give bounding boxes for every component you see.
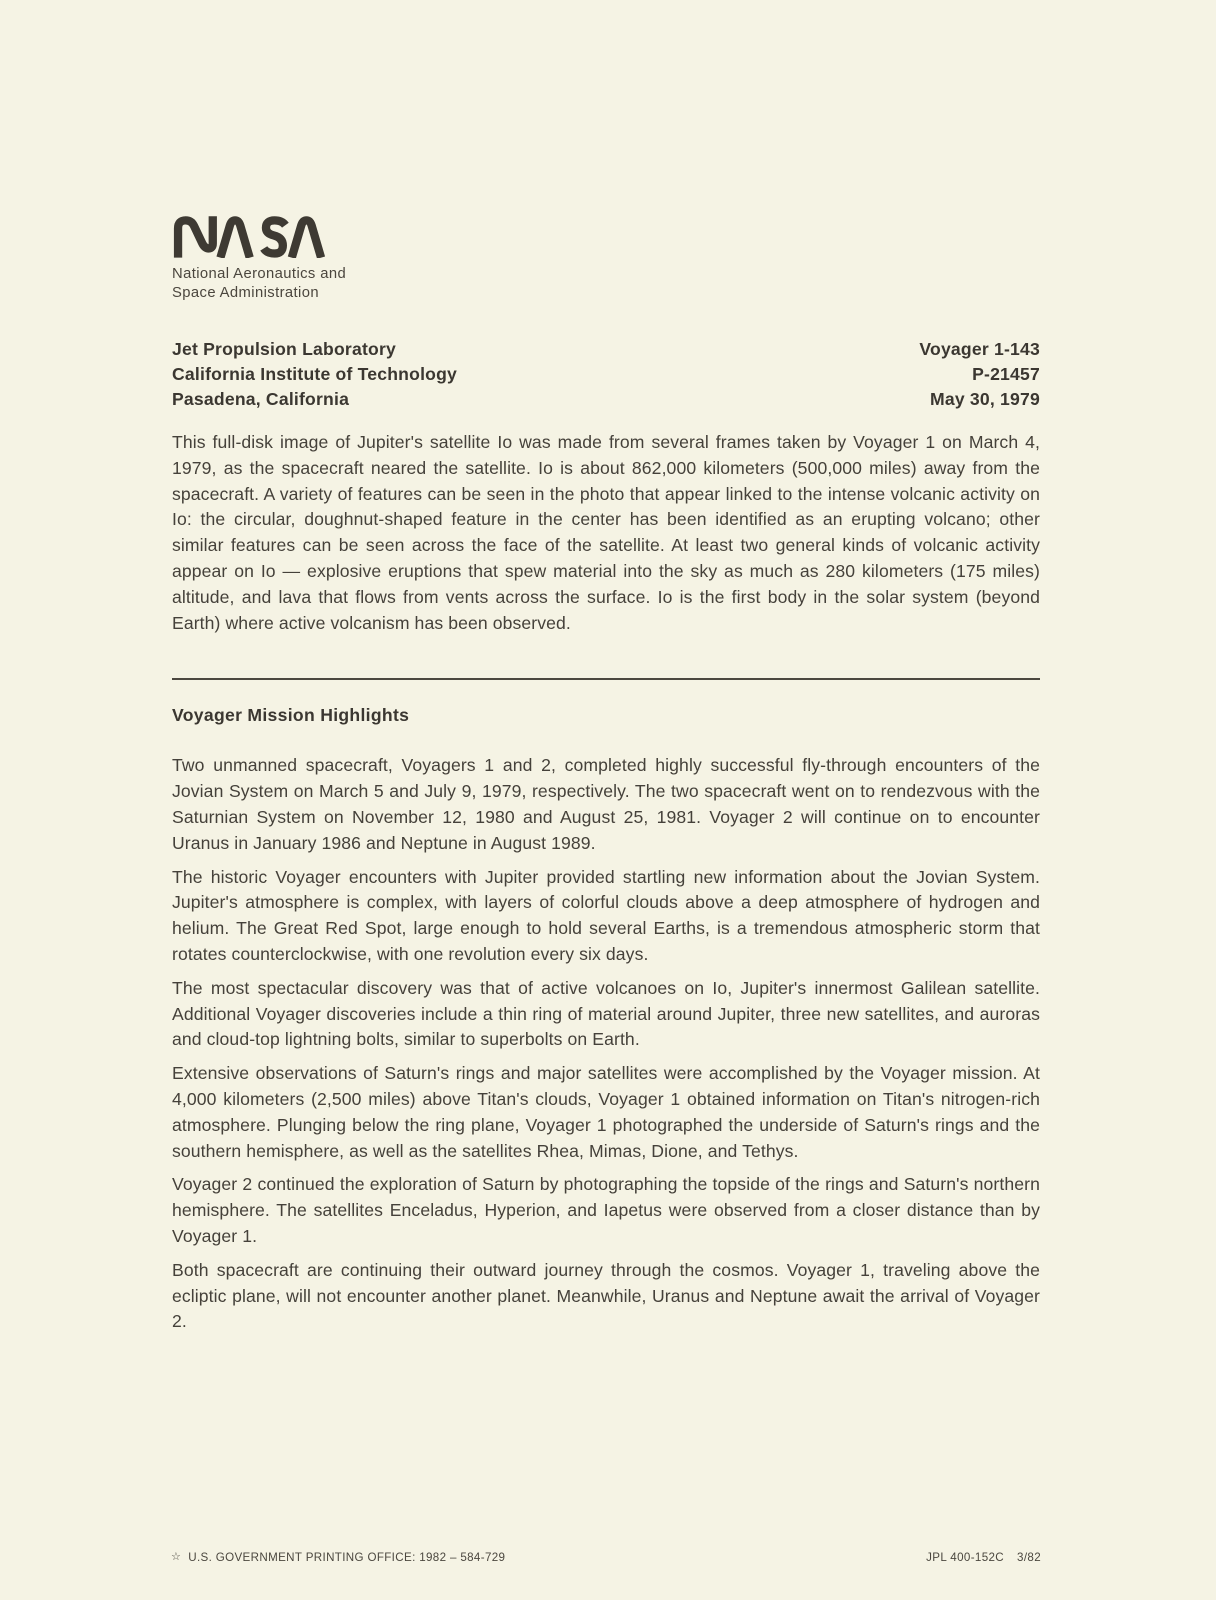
issuer-line-2: California Institute of Technology <box>172 364 458 384</box>
paragraph-saturn-voyager2: Voyager 2 continued the exploration of Saturn by photographing the topside of the rings and Saturn's northern hemisphere. The satellites Enceladus, Hyperion, and Iapetus were observed from a closer distance than by Voyager 1. <box>172 1174 1040 1246</box>
paragraph-io-discovery: The most spectacular discovery was that of active volcanoes on Io, Jupiter's innermost Galilean satellite. Additional Voyager discoveries include a thin ring of material around Jupiter, three new satellites, and auroras and cloud-top lightning bolts, similar to superbolts on Earth. <box>172 977 1040 1050</box>
form-number: JPL 400-152C <box>926 1551 1005 1564</box>
divider-rule <box>172 678 1040 680</box>
nasa-worm-logo <box>172 214 330 258</box>
photo-number: P-21457 <box>972 364 1040 384</box>
agency-line-2: Space Administration <box>172 284 320 301</box>
paragraph-outward-journey: Both spacecraft are continuing their outward journey through the cosmos. Voyager 1, traveling above the ecliptic plane, will not encounter another planet. Meanwhile, Uranus and Neptune await the arrival of Voyager 2. <box>172 1259 1040 1332</box>
masthead <box>172 214 346 302</box>
release-date: May 30, 1979 <box>930 389 1040 409</box>
form-reference <box>926 1551 1041 1564</box>
release-info <box>919 337 1040 412</box>
agency-line-1: National Aeronautics and <box>172 266 347 282</box>
paragraph-mission-overview: Two unmanned spacecraft, Voyagers 1 and 2, completed highly successful fly-through encounters of the Jovian System on March 5 and July 9, 1979, respectively. The two spacecraft went on to rendezvous with the Saturnian System on November 12, 1980 and August 25, 1981. Voyager 2 will continue on to encounter Uranus in January 1986 and Neptune in August 1989. <box>172 755 1040 853</box>
photo-caption: This full-disk image of Jupiter's satellite Io was made from several frames taken by Voyager 1 on March 4, 1979, as the spacecraft neared the satellite. Io is about 862,000 kilometers (500,000 miles) away from the spacecraft. A variety of features can be seen in the photo that appear linked to the intense volcanic activity on Io: the circular, doughnut-shaped feature in the center has been identified as an erupting volcano; other similar features can be seen across the face of the satellite. At least two general kinds of volcanic activity appear on Io — explosive eruptions that spew material into the sky as much as 280 kilometers (175 miles) altitude, and lava that flows from vents across the surface. Io is the first body in the solar system (beyond Earth) where active volcanism has been observed. <box>172 432 1040 633</box>
star-icon: ☆ <box>171 1551 182 1563</box>
form-date: 3/82 <box>1017 1551 1041 1564</box>
page-footer <box>171 1551 1041 1564</box>
printing-office-text: U.S. GOVERNMENT PRINTING OFFICE: 1982 – 584-729 <box>188 1551 506 1564</box>
paragraph-jupiter-encounter: The historic Voyager encounters with Jupiter provided startling new information about the Jovian System. Jupiter's atmosphere is complex, with layers of colorful clouds above a deep atmosphere of hydrogen and helium. The Great Red Spot, large enough to hold several Earths, is a tremendous atmospheric storm that rotates counterclockwise, with one revolution every six days. <box>172 866 1040 964</box>
issuer-line-3: Pasadena, California <box>172 389 350 409</box>
printing-office-note <box>171 1551 505 1564</box>
section-heading: Voyager Mission Highlights <box>172 705 410 726</box>
agency-name <box>172 265 346 302</box>
letterhead <box>172 337 1040 412</box>
issuer-address <box>172 337 457 412</box>
release-id: Voyager 1-143 <box>919 339 1040 359</box>
issuer-line-1: Jet Propulsion Laboratory <box>172 339 396 359</box>
document-body <box>172 430 1040 1335</box>
paragraph-saturn-voyager1: Extensive observations of Saturn's rings and major satellites were accomplished by the Voyager mission. At 4,000 kilometers (2,500 miles) above Titan's clouds, Voyager 1 obtained information on Titan's nitrogen-rich atmosphere. Plunging below the ring plane, Voyager 1 photographed the underside of Saturn's rings and the southern hemisphere, as well as the satellites Rhea, Mimas, Dione, and Tethys. <box>172 1063 1040 1161</box>
